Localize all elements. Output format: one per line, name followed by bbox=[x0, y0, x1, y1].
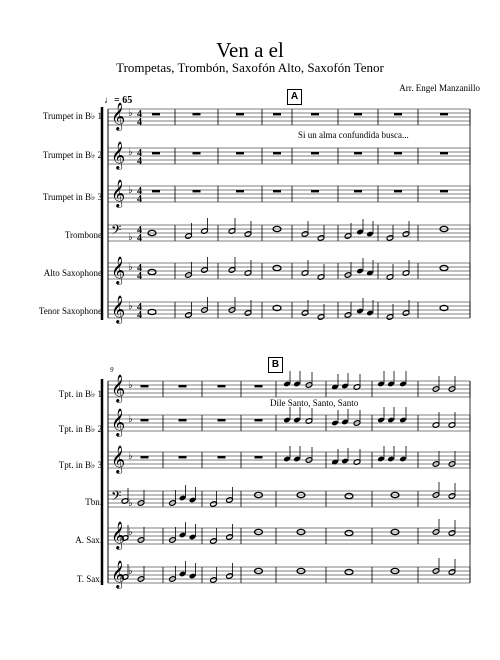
whole-rest bbox=[394, 152, 402, 154]
whole-rest bbox=[273, 152, 281, 154]
flat-icon: ♭ bbox=[128, 185, 133, 196]
treble-clef-icon: 𝄞 bbox=[111, 445, 126, 473]
flat-icon: ♭ bbox=[128, 527, 133, 538]
time-signature-bottom: 4 bbox=[137, 310, 142, 321]
score-subtitle: Trompetas, Trombón, Saxofón Alto, Saxofón Tenor bbox=[116, 60, 384, 75]
whole-rest bbox=[255, 456, 263, 458]
whole-rest bbox=[193, 113, 201, 115]
whole-rest bbox=[236, 152, 244, 154]
treble-clef-icon: 𝄞 bbox=[111, 141, 126, 169]
whole-rest bbox=[179, 456, 187, 458]
whole-rest bbox=[273, 190, 281, 192]
whole-note bbox=[148, 269, 156, 274]
measure-number: 9 bbox=[110, 366, 114, 374]
whole-rest bbox=[152, 190, 160, 192]
time-signature-bottom: 4 bbox=[137, 194, 142, 205]
quarter-note-icon: ♩ bbox=[104, 95, 114, 106]
whole-rest bbox=[179, 385, 187, 387]
whole-rest bbox=[152, 152, 160, 154]
whole-rest bbox=[152, 113, 160, 115]
treble-clef-icon: 𝄞 bbox=[111, 408, 126, 436]
whole-rest bbox=[440, 152, 448, 154]
instrument-label-trumpet-1: Trumpet in B♭ 1 bbox=[42, 111, 102, 121]
time-signature-top: 4 bbox=[137, 302, 142, 313]
whole-note bbox=[345, 569, 353, 574]
flat-icon: ♭ bbox=[128, 451, 133, 462]
instrument-label-trumpet-2: Trumpet in B♭ 2 bbox=[42, 150, 102, 160]
whole-rest bbox=[273, 113, 281, 115]
flat-icon: ♭ bbox=[128, 262, 133, 273]
instrument-label-tpt-2: Tpt. in B♭ 2 bbox=[58, 424, 102, 434]
whole-rest bbox=[218, 419, 226, 421]
rehearsal-mark-b: B bbox=[268, 357, 283, 373]
whole-rest bbox=[193, 190, 201, 192]
tempo-value: = 65 bbox=[114, 95, 133, 106]
flat-icon: ♭ bbox=[128, 232, 133, 243]
whole-rest bbox=[440, 113, 448, 115]
flat-icon: ♭ bbox=[128, 108, 133, 119]
whole-rest bbox=[236, 190, 244, 192]
time-signature-bottom: 4 bbox=[137, 156, 142, 167]
time-signature-bottom: 4 bbox=[137, 271, 142, 282]
time-signature-top: 4 bbox=[137, 186, 142, 197]
treble-clef-icon: 𝄞 bbox=[111, 256, 126, 284]
instrument-label-t-sax: T. Sax. bbox=[76, 574, 102, 584]
lyric-line-2: Dile Santo, Santo, Santo bbox=[270, 398, 359, 408]
whole-rest bbox=[179, 419, 187, 421]
whole-rest bbox=[311, 113, 319, 115]
bass-clef-icon: 𝄢 bbox=[111, 222, 122, 241]
instrument-label-tpt-3: Tpt. in B♭ 3 bbox=[58, 460, 102, 470]
time-signature-top: 4 bbox=[137, 148, 142, 159]
time-signature-bottom: 4 bbox=[137, 233, 142, 244]
treble-8vb-clef-icon: 𝄞 bbox=[111, 560, 126, 588]
whole-rest bbox=[354, 113, 362, 115]
instrument-label-trumpet-3: Trumpet in B♭ 3 bbox=[42, 192, 102, 202]
instrument-label-a-sax: A. Sax. bbox=[75, 535, 102, 545]
instrument-label-tbn: Tbn. bbox=[85, 497, 102, 507]
time-signature-bottom: 4 bbox=[137, 117, 142, 128]
whole-rest bbox=[440, 190, 448, 192]
whole-rest bbox=[354, 190, 362, 192]
treble-clef-icon: 𝄞 bbox=[111, 521, 126, 549]
whole-rest bbox=[141, 385, 149, 387]
instrument-label-trombone: Trombone bbox=[64, 230, 102, 240]
flat-icon: ♭ bbox=[128, 414, 133, 425]
time-signature-top: 4 bbox=[137, 263, 142, 274]
rehearsal-mark-a: A bbox=[287, 89, 302, 105]
whole-rest bbox=[255, 419, 263, 421]
whole-rest bbox=[141, 419, 149, 421]
flat-icon: ♭ bbox=[128, 498, 133, 509]
whole-rest bbox=[218, 385, 226, 387]
lyric-line-1: Si un alma confundida busca... bbox=[298, 130, 409, 140]
flat-icon: ♭ bbox=[128, 147, 133, 158]
time-signature-top: 4 bbox=[137, 109, 142, 120]
treble-8vb-clef-icon: 𝄞 bbox=[111, 295, 126, 323]
whole-rest bbox=[311, 152, 319, 154]
whole-note bbox=[345, 530, 353, 535]
whole-note bbox=[273, 265, 281, 270]
instrument-label-tpt-1: Tpt. in B♭ 1 bbox=[58, 389, 102, 399]
whole-rest bbox=[193, 152, 201, 154]
time-signature-top: 4 bbox=[137, 225, 142, 236]
whole-rest bbox=[255, 385, 263, 387]
arranger-credit: Arr. Engel Manzanillo bbox=[399, 83, 480, 93]
whole-rest bbox=[354, 152, 362, 154]
whole-note bbox=[440, 265, 448, 270]
whole-rest bbox=[394, 190, 402, 192]
whole-rest bbox=[394, 113, 402, 115]
instrument-label-tenor-sax: Tenor Saxophone bbox=[38, 306, 102, 316]
flat-icon: ♭ bbox=[128, 380, 133, 391]
flat-icon: ♭ bbox=[128, 301, 133, 312]
whole-rest bbox=[141, 456, 149, 458]
flat-icon: ♭ bbox=[128, 566, 133, 577]
instrument-label-alto-sax: Alto Saxophone bbox=[43, 268, 102, 278]
whole-rest bbox=[311, 190, 319, 192]
treble-clef-icon: 𝄞 bbox=[111, 374, 126, 402]
whole-rest bbox=[236, 113, 244, 115]
treble-clef-icon: 𝄞 bbox=[111, 179, 126, 207]
whole-note bbox=[345, 493, 353, 498]
bass-clef-icon: 𝄢 bbox=[111, 488, 122, 507]
whole-rest bbox=[218, 456, 226, 458]
treble-clef-icon: 𝄞 bbox=[111, 102, 126, 130]
score-title: Ven a el bbox=[216, 38, 284, 62]
